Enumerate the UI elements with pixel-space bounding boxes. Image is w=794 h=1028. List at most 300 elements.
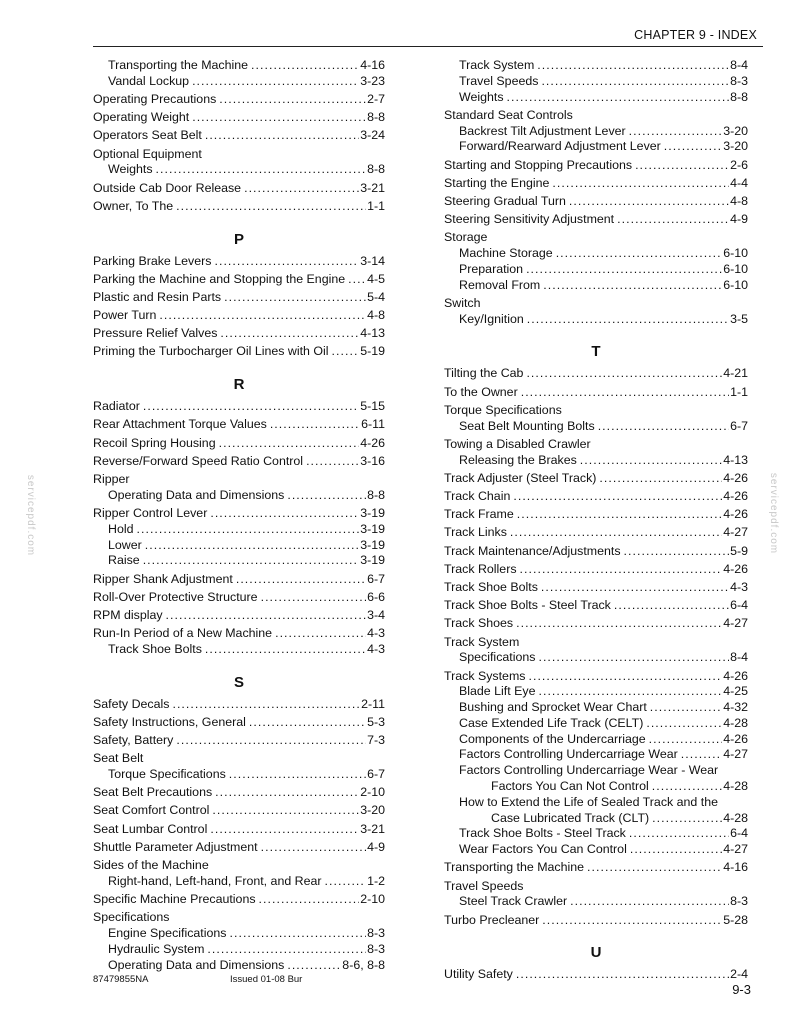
index-line xyxy=(444,616,748,632)
page-reference: 6-10 xyxy=(723,246,748,261)
index-entry xyxy=(93,910,385,973)
page-reference: 6-11 xyxy=(361,417,385,432)
leader-dots xyxy=(329,344,360,360)
index-line xyxy=(93,199,385,215)
index-entry xyxy=(93,436,385,452)
leader-dots xyxy=(140,553,360,569)
index-line xyxy=(444,826,748,842)
index-entry xyxy=(444,967,748,983)
index-line xyxy=(93,147,385,163)
index-term: Forward/Rearward Adjustment Lever xyxy=(459,139,661,154)
index-term: Weights xyxy=(459,89,504,104)
leader-dots xyxy=(133,522,359,538)
leader-dots xyxy=(189,110,366,126)
issue-info: Issued 01-08 Bur xyxy=(230,974,303,985)
index-entry xyxy=(93,590,385,606)
index-line xyxy=(93,942,385,958)
index-term: Transporting the Machine xyxy=(108,58,249,72)
index-line xyxy=(93,254,385,270)
index-term: Torque Specifications xyxy=(444,402,562,417)
leader-dots xyxy=(216,436,360,452)
page-reference: 4-16 xyxy=(723,860,748,875)
index-term: Hold xyxy=(108,521,134,536)
index-entry xyxy=(444,489,748,505)
index-line xyxy=(444,779,748,795)
page-reference: 4-9 xyxy=(367,839,385,854)
index-entry xyxy=(93,785,385,801)
leader-dots xyxy=(595,419,729,435)
index-line xyxy=(444,385,748,401)
page-reference: 3-19 xyxy=(360,553,385,568)
index-term: Steering Gradual Turn xyxy=(444,193,566,208)
index-line xyxy=(444,437,748,453)
page-reference: 4-13 xyxy=(360,326,385,341)
leader-dots xyxy=(524,312,729,328)
index-term: Operating Precautions xyxy=(93,91,217,106)
index-term: Torque Specifications xyxy=(108,767,226,782)
page-reference: 2-7 xyxy=(367,91,385,106)
page-reference: 3-14 xyxy=(360,253,385,268)
page-reference: 4-27 xyxy=(723,616,748,631)
index-term: Track Shoes xyxy=(444,616,514,631)
index-term: Raise xyxy=(108,553,140,568)
page-reference: 4-8 xyxy=(367,308,385,323)
index-entry xyxy=(93,326,385,342)
index-line xyxy=(93,642,385,658)
page-reference: 8-8 xyxy=(367,162,385,177)
leader-dots xyxy=(173,733,366,749)
index-line xyxy=(444,562,748,578)
index-entry xyxy=(444,437,748,469)
index-term: Steel Track Crawler xyxy=(459,894,568,909)
leader-dots xyxy=(514,507,722,523)
page-reference: 4-32 xyxy=(723,700,748,715)
index-entry xyxy=(93,858,385,890)
index-term: Ripper Control Lever xyxy=(93,505,208,520)
leader-dots xyxy=(212,785,359,801)
leader-dots xyxy=(678,747,722,763)
leader-dots xyxy=(217,326,359,342)
index-line xyxy=(93,290,385,306)
index-column-left xyxy=(93,58,385,973)
index-entry xyxy=(93,417,385,433)
page-reference: 5-4 xyxy=(367,289,385,304)
page-reference: 8-3 xyxy=(730,894,748,909)
leader-dots xyxy=(284,488,366,504)
index-term: Storage xyxy=(444,230,488,245)
index-term: Track Adjuster (Steel Track) xyxy=(444,470,597,485)
page-reference: 1-1 xyxy=(730,384,748,399)
page-header xyxy=(93,0,763,47)
page-reference: 8-4 xyxy=(730,650,748,665)
index-term: Factors Controlling Undercarriage Wear xyxy=(459,747,678,762)
index-column-right xyxy=(444,58,748,983)
index-entry xyxy=(444,525,748,541)
index-line xyxy=(93,326,385,342)
index-term: Track Shoe Bolts xyxy=(444,579,538,594)
leader-dots xyxy=(258,590,367,606)
page-reference: 4-21 xyxy=(723,366,748,381)
index-term: Roll-Over Protective Structure xyxy=(93,589,258,604)
index-line xyxy=(93,399,385,415)
page-reference: 4-9 xyxy=(730,212,748,227)
index-line xyxy=(444,650,748,666)
watermark-right: servicepdf.com xyxy=(768,472,780,555)
page-reference: 3-20 xyxy=(360,803,385,818)
page-reference: 8-8 xyxy=(367,110,385,125)
leader-dots xyxy=(256,892,360,908)
page-reference: 4-26 xyxy=(723,561,748,576)
index-line xyxy=(444,747,748,763)
leader-dots xyxy=(649,811,722,827)
index-term: Track System xyxy=(459,58,535,72)
page-reference: 6-7 xyxy=(730,418,748,433)
leader-dots xyxy=(513,967,729,983)
leader-dots xyxy=(173,199,366,215)
index-line xyxy=(93,162,385,178)
index-line xyxy=(93,590,385,606)
index-line xyxy=(93,436,385,452)
index-entry xyxy=(93,506,385,569)
index-line xyxy=(93,733,385,749)
index-line xyxy=(444,419,748,435)
leader-dots xyxy=(216,92,366,108)
page-reference: 4-27 xyxy=(723,525,748,540)
page-reference: 2-11 xyxy=(361,696,385,711)
leader-dots xyxy=(525,669,722,685)
index-term: Ripper Shank Adjustment xyxy=(93,571,233,586)
index-term: Hydraulic System xyxy=(108,941,205,956)
page-reference: 7-3 xyxy=(367,733,385,748)
index-line xyxy=(93,74,385,90)
index-entry xyxy=(444,366,748,382)
page-reference: 4-26 xyxy=(723,489,748,504)
index-term: Case Lubricated Track (CLT) xyxy=(491,810,650,825)
index-term: Utility Safety xyxy=(444,967,513,982)
leader-dots xyxy=(632,158,729,174)
index-term: Parking the Machine and Stopping the Engine xyxy=(93,271,346,286)
index-term: Plastic and Resin Parts xyxy=(93,289,222,304)
leader-dots xyxy=(207,822,359,838)
section-letter-heading: S xyxy=(233,673,244,691)
leader-dots xyxy=(233,572,366,588)
page-reference: 6-10 xyxy=(723,261,748,276)
page-reference: 4-26 xyxy=(723,507,748,522)
index-entry xyxy=(93,58,385,90)
index-entry xyxy=(444,598,748,614)
index-line xyxy=(444,90,748,106)
page-reference: 8-8 xyxy=(730,89,748,104)
index-entry xyxy=(93,92,385,108)
leader-dots xyxy=(517,562,723,578)
index-line xyxy=(93,608,385,624)
index-entry xyxy=(444,580,748,596)
page-reference: 4-25 xyxy=(723,684,748,699)
leader-dots xyxy=(513,616,722,632)
index-line xyxy=(93,506,385,522)
index-entry xyxy=(444,562,748,578)
index-line xyxy=(444,262,748,278)
index-line xyxy=(93,572,385,588)
index-line xyxy=(444,403,748,419)
index-term: Lower xyxy=(108,537,142,552)
page-reference: 4-26 xyxy=(723,470,748,485)
index-entry xyxy=(93,399,385,415)
index-term: Removal From xyxy=(459,277,541,292)
index-line xyxy=(93,472,385,488)
page-reference: 4-3 xyxy=(367,641,385,656)
leader-dots xyxy=(267,417,360,433)
index-term: Priming the Turbocharger Oil Lines with Oil xyxy=(93,344,329,359)
index-term: Run-In Period of a New Machine xyxy=(93,626,273,641)
page-reference: 6-7 xyxy=(367,767,385,782)
index-term: Engine Specifications xyxy=(108,925,227,940)
leader-dots xyxy=(535,684,722,700)
index-entry xyxy=(444,158,748,174)
index-line xyxy=(444,139,748,155)
index-line xyxy=(93,488,385,504)
index-line xyxy=(93,803,385,819)
index-term: Turbo Precleaner xyxy=(444,912,540,927)
index-term: Releasing the Brakes xyxy=(459,452,577,467)
index-term: Starting and Stopping Precautions xyxy=(444,157,633,172)
leader-dots xyxy=(241,181,359,197)
index-line xyxy=(93,308,385,324)
index-line xyxy=(444,471,748,487)
leader-dots xyxy=(163,608,367,624)
page-reference: 4-8 xyxy=(730,193,748,208)
index-line xyxy=(93,522,385,538)
index-line xyxy=(93,715,385,731)
page-reference: 4-3 xyxy=(730,579,748,594)
leader-dots xyxy=(140,399,359,415)
page-reference: 4-27 xyxy=(723,747,748,762)
index-line xyxy=(444,811,748,827)
index-term: Track Maintenance/Adjustments xyxy=(444,543,621,558)
index-term: Track Systems xyxy=(444,668,526,683)
index-line xyxy=(93,910,385,926)
index-term: Track Shoe Bolts xyxy=(108,641,202,656)
leader-dots xyxy=(553,246,723,262)
index-line xyxy=(444,525,748,541)
leader-dots xyxy=(534,58,729,74)
watermark-left: servicepdf.com xyxy=(25,474,37,557)
index-entry xyxy=(93,626,385,658)
page-reference: 6-7 xyxy=(367,571,385,586)
index-line xyxy=(444,230,748,246)
index-entry xyxy=(93,110,385,126)
leader-dots xyxy=(643,716,722,732)
index-line xyxy=(444,453,748,469)
index-term: Operating Weight xyxy=(93,110,190,125)
index-line xyxy=(93,785,385,801)
index-term: To the Owner xyxy=(444,384,518,399)
index-entry xyxy=(444,176,748,192)
page-reference: 5-15 xyxy=(360,399,385,414)
index-line xyxy=(444,489,748,505)
index-term: Steering Sensitivity Adjustment xyxy=(444,212,615,227)
page-reference: 8-8 xyxy=(367,487,385,502)
index-term: Rear Attachment Torque Values xyxy=(93,417,267,432)
index-term: Optional Equipment xyxy=(93,146,202,161)
leader-dots xyxy=(538,580,729,596)
leader-dots xyxy=(226,767,366,783)
page-reference: 3-21 xyxy=(360,821,385,836)
index-line xyxy=(444,296,748,312)
index-term: Track Rollers xyxy=(444,561,517,576)
leader-dots xyxy=(647,700,722,716)
page-reference: 4-3 xyxy=(367,626,385,641)
index-line xyxy=(93,92,385,108)
index-term: Wear Factors You Can Control xyxy=(459,842,627,857)
page-reference: 4-16 xyxy=(360,58,385,72)
page-reference: 5-9 xyxy=(730,543,748,558)
index-term: Starting the Engine xyxy=(444,175,550,190)
index-line xyxy=(444,580,748,596)
index-entry xyxy=(93,697,385,713)
page-reference: 3-19 xyxy=(360,521,385,536)
leader-dots xyxy=(621,544,730,560)
index-line xyxy=(444,312,748,328)
leader-dots xyxy=(577,453,722,469)
index-entry xyxy=(444,108,748,155)
page-reference: 5-19 xyxy=(360,344,385,359)
index-line xyxy=(444,795,748,811)
leader-dots xyxy=(539,913,722,929)
index-entry xyxy=(444,58,748,105)
index-term: Travel Speeds xyxy=(459,73,539,88)
index-line xyxy=(444,716,748,732)
leader-dots xyxy=(211,254,359,270)
index-term: Right-hand, Left-hand, Front, and Rear xyxy=(108,873,322,888)
page-reference: 3-20 xyxy=(723,139,748,154)
leader-dots xyxy=(221,290,366,306)
index-term: Seat Belt Mounting Bolts xyxy=(459,418,595,433)
index-term: Machine Storage xyxy=(459,246,553,261)
index-term: Towing a Disabled Crawler xyxy=(444,436,591,451)
page-reference: 2-6 xyxy=(730,157,748,172)
index-term: Safety, Battery xyxy=(93,733,174,748)
index-line xyxy=(93,926,385,942)
index-term: Track Links xyxy=(444,525,507,540)
page-reference: 6-6 xyxy=(367,589,385,604)
page-reference: 5-3 xyxy=(367,714,385,729)
page-reference: 4-27 xyxy=(723,842,748,857)
index-entry xyxy=(444,860,748,876)
index-line xyxy=(93,454,385,470)
index-line xyxy=(444,507,748,523)
index-term: Tilting the Cab xyxy=(444,366,524,381)
index-line xyxy=(444,108,748,124)
index-term: Pressure Relief Valves xyxy=(93,326,218,341)
page-reference: 4-4 xyxy=(730,175,748,190)
page-reference: 4-13 xyxy=(723,452,748,467)
index-line xyxy=(444,763,748,779)
index-line xyxy=(444,842,748,858)
index-line xyxy=(93,822,385,838)
leader-dots xyxy=(507,525,722,541)
index-entry xyxy=(444,230,748,293)
index-line xyxy=(93,417,385,433)
leader-dots xyxy=(504,90,730,106)
page-reference: 5-28 xyxy=(723,912,748,927)
index-term: Specifications xyxy=(459,650,536,665)
leader-dots xyxy=(204,942,366,958)
index-entry xyxy=(93,344,385,360)
leader-dots xyxy=(246,715,366,731)
index-term: Transporting the Machine xyxy=(444,860,585,875)
index-entry xyxy=(444,635,748,667)
index-term: Specific Machine Precautions xyxy=(93,892,256,906)
index-line xyxy=(93,840,385,856)
index-line xyxy=(444,913,748,929)
index-term: Shuttle Parameter Adjustment xyxy=(93,839,258,854)
index-entry xyxy=(444,194,748,210)
index-term: Ripper xyxy=(93,472,130,486)
index-line xyxy=(444,246,748,262)
leader-dots xyxy=(549,176,729,192)
index-line xyxy=(444,124,748,140)
index-entry xyxy=(444,296,748,328)
index-term: Case Extended Life Track (CELT) xyxy=(459,715,644,730)
page-reference: 3-24 xyxy=(360,128,385,143)
index-term: Factors Controlling Undercarriage Wear - Wear xyxy=(459,763,719,778)
index-entry xyxy=(93,572,385,588)
index-line xyxy=(444,544,748,560)
leader-dots xyxy=(156,308,366,324)
index-term: Operating Data and Dimensions xyxy=(108,487,285,502)
index-term: Vandal Lockup xyxy=(108,73,190,88)
index-term: Standard Seat Controls xyxy=(444,107,573,122)
leader-dots xyxy=(540,278,722,294)
page-reference: 1-2 xyxy=(367,873,385,888)
index-line xyxy=(444,879,748,895)
index-line xyxy=(93,110,385,126)
index-term: Track System xyxy=(444,634,520,649)
index-entry xyxy=(93,454,385,470)
document-code: 87479855NA xyxy=(93,974,149,985)
index-entry xyxy=(93,128,385,144)
page-reference: 6-4 xyxy=(730,826,748,841)
index-line xyxy=(93,128,385,144)
index-line xyxy=(93,858,385,874)
index-line xyxy=(444,684,748,700)
index-entry xyxy=(444,669,748,859)
index-line xyxy=(444,176,748,192)
index-line xyxy=(93,344,385,360)
index-entry xyxy=(93,715,385,731)
section-letter-heading: R xyxy=(233,376,245,394)
index-term: Key/Ignition xyxy=(459,311,524,326)
leader-dots xyxy=(627,842,722,858)
page-reference: 8-4 xyxy=(730,58,748,72)
index-term: RPM display xyxy=(93,607,163,622)
index-term: Reverse/Forward Speed Ratio Control xyxy=(93,453,304,468)
index-entry xyxy=(93,733,385,749)
index-term: Parking Brake Levers xyxy=(93,253,212,268)
index-term: Sides of the Machine xyxy=(93,858,209,873)
leader-dots xyxy=(538,74,729,90)
index-line xyxy=(444,212,748,228)
index-entry xyxy=(93,147,385,179)
index-term: Seat Comfort Control xyxy=(93,803,210,818)
page-reference: 4-26 xyxy=(723,731,748,746)
index-line xyxy=(93,697,385,713)
index-line xyxy=(93,538,385,554)
index-entry xyxy=(93,751,385,783)
index-line xyxy=(444,158,748,174)
leader-dots xyxy=(322,874,367,890)
